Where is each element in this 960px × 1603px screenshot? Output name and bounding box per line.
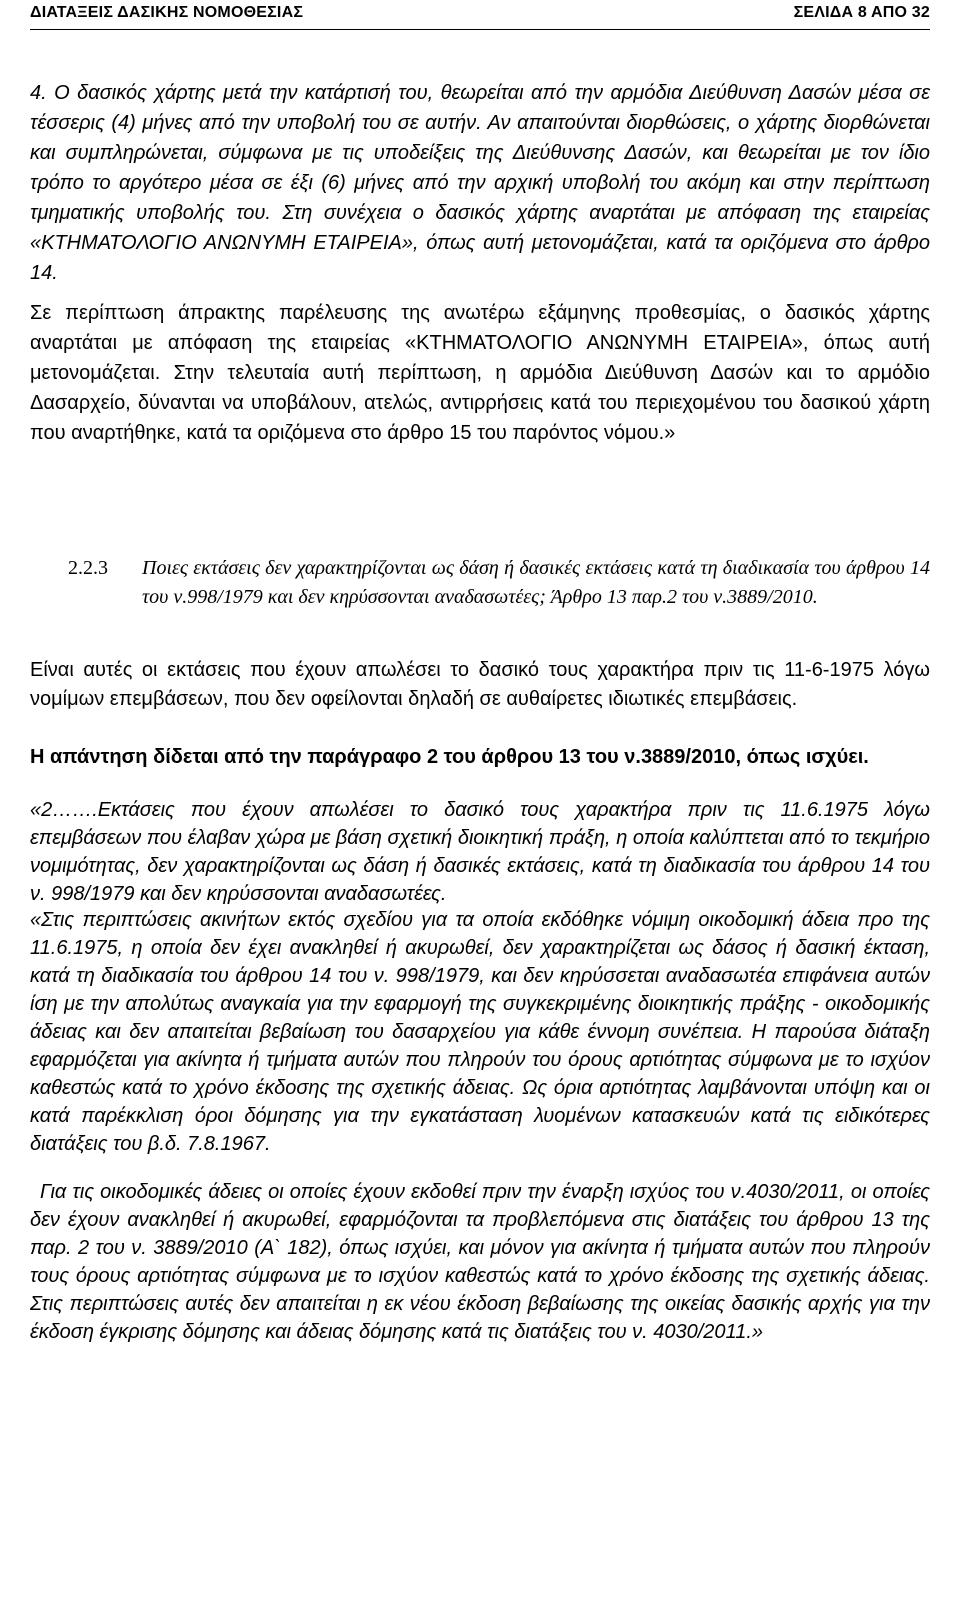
quote-paragraph-2: «Στις περιπτώσεις ακινήτων εκτός σχεδίου για τα οποία εκδόθηκε νόμιμη οικοδομική άδεια προ της 11.6.1975, η οποία δεν έχει ανακληθεί ή ακυρωθεί, δεν χαρακτηρίζεται ως δάσος ή δασική έκταση, κατά τη διαδικασία του άρθρου 14 του ν. 998/1979, και δεν κηρύσσεται αναδασωτέα επιφάνεια αυτών ίση με την απολύτως αναγκαία για την εφαρμογή της συγκεκριμένης διοικητικής πράξης - οικοδομικής άδειας και δεν απαιτείται βεβαίωση του δασαρχείου για κάθε έννομη συνέπεια. Η παρούσα διάταξη εφαρμόζεται για ακίνητα ή τμήματα αυτών που πληρούν του όρους αρτιότητας σύμφωνα με το ισχύον καθεστώς κατά το χρόνο έκδοσης της σχετικής άδειας. Ως όρια αρτιότητας λαμβάνονται υπόψη και οι κατά παρέκκλιση όροι δόμησης για την εγκατάσταση λυομένων κατασκευών κατά τις ειδικότερες διατάξεις του β.δ. 7.8.1967.	[30, 909, 930, 1155]
paragraph-4: 4. Ο δασικός χάρτης μετά την κατάρτισή του, θεωρείται από την αρμόδια Διεύθυνση Δασών μέσα σε τέσσερις (4) μήνες από την υποβολή του σε αυτήν. Αν απαιτούνται διορθώσεις, ο χάρτης διορθώνεται και συμπληρώνεται, σύμφωνα με τις υποδείξεις της Διεύθυνσης Δασών, και θεωρείται με τον ίδιο τρόπο το αργότερο μέσα σε έξι (6) μήνες από την αρχική υποβολή του ακόμη και στην περίπτωση τμηματικής υποβολής του. Στη συνέχεια ο δασικός χάρτης αναρτάται με απόφαση της εταιρείας «ΚΤΗΜΑΤΟΛΟΓΙΟ ΑΝΩΝΥΜΗ ΕΤΑΙΡΕΙΑ», όπως αυτή μετονομάζεται, κατά τα οριζόμενα στο άρθρο 14.	[30, 82, 930, 284]
answer-paragraph: Είναι αυτές οι εκτάσεις που έχουν απωλέσει το δασικό τους χαρακτήρα πριν τις 11-6-1975 λόγω νομίμων επεμβάσεων, που δεν οφείλονται δηλαδή σε αυθαίρετες ιδιωτικές επεμβάσεις.	[30, 659, 930, 710]
section-heading	[68, 554, 930, 612]
page-number: ΣΕΛΙΔΑ 8 ΑΠΟ 32	[793, 4, 930, 21]
header-title: ΔΙΑΤΑΞΕΙΣ ΔΑΣΙΚΗΣ ΝΟΜΟΘΕΣΙΑΣ	[30, 4, 304, 21]
answer-reference: Η απάντηση δίδεται από την παράγραφο 2 του άρθρου 13 του ν.3889/2010, όπως ισχύει.	[30, 746, 869, 768]
quote-paragraph-3: Για τις οικοδομικές άδειες οι οποίες έχουν εκδοθεί πριν την έναρξη ισχύος του ν.4030/2011, οι οποίες δεν έχουν ανακληθεί ή ακυρωθεί, εφαρμόζονται τα προβλεπόμενα στις διατάξεις του άρθρου 13 της παρ. 2 του ν. 3889/2010 (Α` 182), όπως ισχύει, και μόνον για ακίνητα ή τμήματα αυτών που πληρούν τους όρους αρτιότητας σύμφωνα με το ισχύον καθεστώς κατά το χρόνο έκδοσης της σχετικής άδειας. Στις περιπτώσεις αυτές δεν απαιτείται η εκ νέου έκδοση βεβαίωσης της οικείας δασικής αρχής για την έκδοση έγκρισης δόμησης και άδειας δόμησης κατά τις διατάξεις του ν. 4030/2011.»	[30, 1181, 930, 1343]
paragraph-idle-deadline: Σε περίπτωση άπρακτης παρέλευσης της ανωτέρω εξάμηνης προθεσμίας, ο δασικός χάρτης αναρτάται με απόφαση της εταιρείας «ΚΤΗΜΑΤΟΛΟΓΙΟ ΑΝΩΝΥΜΗ ΕΤΑΙΡΕΙΑ», όπως αυτή μετονομάζεται. Στην τελευταία αυτή περίπτωση, η αρμόδια Διεύθυνση Δασών και το αρμόδιο Δασαρχείο, δύνανται να υποβάλουν, ατελώς, αντιρρήσεις κατά του περιεχομένου του δασικού χάρτη που αναρτήθηκε, κατά τα οριζόμενα στο άρθρο 15 του παρόντος νόμου.»	[30, 302, 930, 444]
section-number: 2.2.3	[68, 557, 108, 579]
section-title: Ποιες εκτάσεις δεν χαρακτηρίζονται ως δάση ή δασικές εκτάσεις κατά τη διαδικασία του άρθρου 14 του ν.998/1979 και δεν κηρύσσονται αναδασωτέες; Άρθρο 13 παρ.2 του ν.3889/2010.	[142, 557, 930, 608]
quote-paragraph-1: «2…….Εκτάσεις που έχουν απωλέσει το δασικό τους χαρακτήρα πριν τις 11.6.1975 λόγω επεμβάσεων που έλαβαν χώρα με βάση σχετική διοικητική πράξη, η οποία καλύπτεται από το τεκμήριο νομιμότητας, δεν χαρακτηρίζονται ως δάση ή δασικές εκτάσεις, κατά τη διαδικασία του άρθρου 14 του ν. 998/1979 και δεν κηρύσσονται αναδασωτέες.	[30, 799, 930, 905]
header-divider	[30, 29, 930, 30]
